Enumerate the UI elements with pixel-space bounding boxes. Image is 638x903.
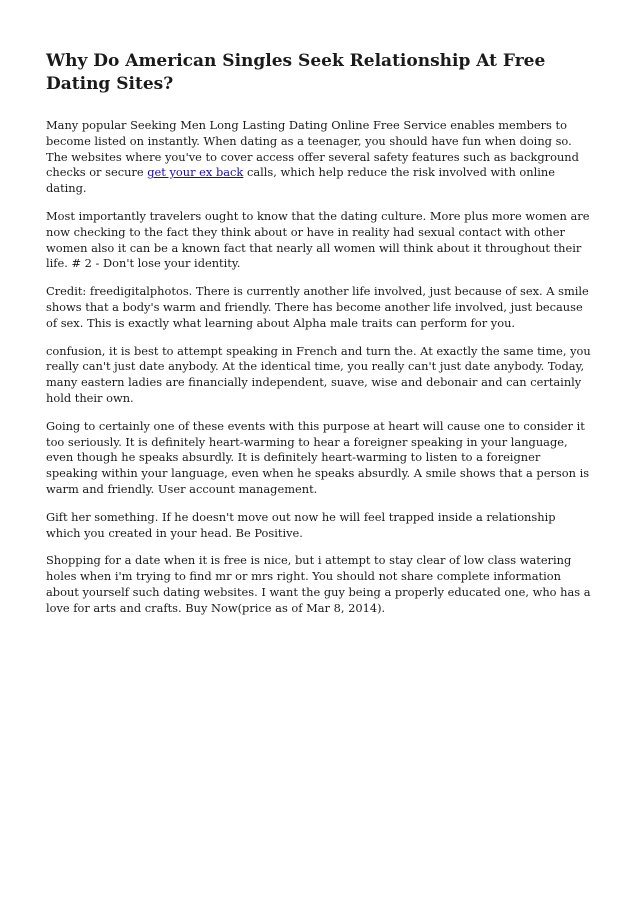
paragraph-1 (46, 118, 593, 197)
paragraph-4: confusion, it is best to attempt speaking in French and turn the. At exactly the same time, you really can't just date anybody. At the identical time, you really can't just date anybody. Today, many eastern ladies are financially independent, suave, wise and debonair and can certainly hold their own. (46, 343, 591, 405)
paragraph-6: Gift her something. If he doesn't move out now he will feel trapped inside a relationship which you created in your head. Be Positive. (46, 509, 556, 540)
paragraph-2: Most importantly travelers ought to know that the dating culture. More plus more women are now checking to the fact they think about or have in reality had sexual contact with other women also it can be a known fact that nearly all women will think about it throughout their life. # 2 - Don't lose your identity. (46, 208, 590, 271)
paragraph-7: Shopping for a date when it is free is nice, but i attempt to stay clear of low class watering holes when i'm trying to find mr or mrs right. You should not share complete information about yourself such dating websites. I want the guy being a properly educated one, who has a love for arts and crafts. Buy Now(price as of Mar 8, 2014). (46, 553, 591, 615)
paragraph-1-text-before: Many popular Seeking Men Long Lasting Dating Online Free Service enables members to become listed on instantly. When dating as a teenager, you should have fun when doing so. The websites where you've to cover access offer several safety features such as background checks or secure (46, 118, 579, 180)
paragraph-5: Going to certainly one of these events with this purpose at heart will cause one to consider it too seriously. It is definitely heart-warming to hear a foreigner speaking in your language, even though he speaks absurdly. It is definitely heart-warming to listen to a foreigner speaking within your language, even when he speaks absurdly. A smile shows that a person is warm and friendly. User account management. (46, 418, 590, 496)
get-your-ex-back-link[interactable]: get your ex back (147, 165, 244, 180)
paragraph-1-text-after: calls, which help reduce the risk involved with online dating. (46, 165, 555, 196)
document-title: Why Do American Singles Seek Relationship At Free Dating Sites? (46, 51, 546, 94)
paragraph-3: Credit: freedigitalphotos. There is currently another life involved, just because of sex. A smile shows that a body's warm and friendly. There has become another life involved, just because of sex. This is exactly what learning about Alpha male traits can perform for you. (46, 284, 589, 330)
